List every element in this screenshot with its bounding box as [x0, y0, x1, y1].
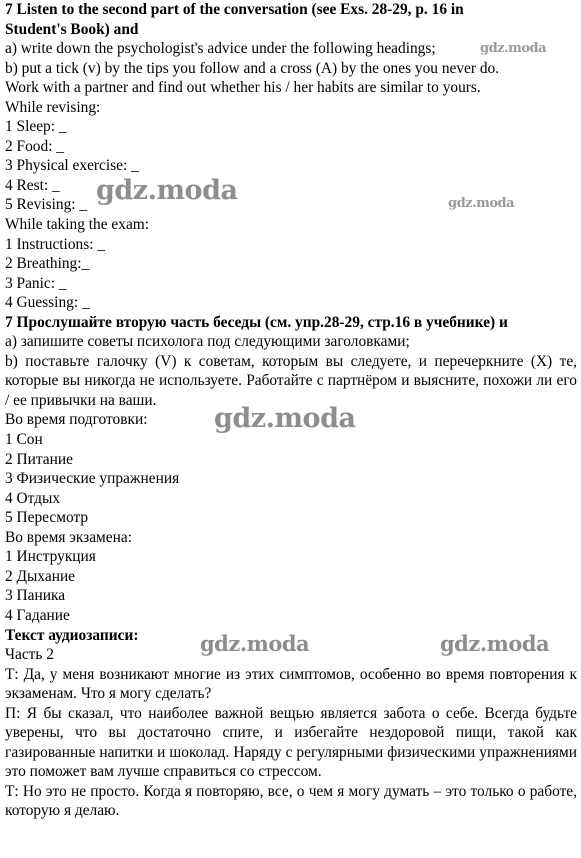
watermark: gdz.moda	[440, 631, 550, 656]
revising-item: 4 Rest: _	[5, 176, 60, 194]
transcript-paragraph-2: П: Я бы сказал, что наиболее важной вещью является забота о себе. Всегда будьте уверены, что вы достаточно спите, и избегайте нездоровой пищи, такой как газированные напитки и шоколад. Наряду с регулярными физическими упражнениями это поможет вам лучше справиться со стрессом.	[5, 704, 577, 781]
revising-item: 1 Sleep: _	[5, 118, 67, 136]
russian-revising-heading: Во время подготовки:	[5, 411, 148, 429]
watermark: gdz.moda	[200, 631, 310, 656]
english-task-c: Work with a partner and find out whether his / her habits are similar to yours.	[5, 79, 481, 97]
english-title-line1: 7 Listen to the second part of the conversation (see Exs. 28-29, p. 16 in	[5, 1, 464, 18]
transcript-heading: Текст аудиозаписи:	[5, 626, 139, 644]
watermark: gdz.moda	[448, 196, 515, 211]
russian-revising-item: 1 Сон	[5, 431, 43, 449]
english-title-line2: Student's Book) and	[5, 20, 139, 38]
english-task-a: a) write down the psychologist's advice under the following headings;	[5, 40, 436, 58]
russian-title: 7 Прослушайте вторую часть беседы (см. упр.28-29, стр.16 в учебнике) и	[5, 313, 508, 331]
watermark: gdz.moda	[480, 41, 547, 56]
russian-task-b: b) поставьте галочку (V) к советам, которым вы следуете, и перечеркните (X) те, которые вы никогда не используете. Работайте с партнёром и выясните, похожи ли его / ее привычки на ваши.	[5, 352, 577, 409]
transcript-paragraph-3: Т: Но это не просто. Когда я повторяю, все, о чем я могу думать – это только о работе, которую я делаю.	[5, 782, 577, 820]
watermark: gdz.moda	[96, 175, 238, 206]
russian-revising-item: 5 Пересмотр	[5, 509, 89, 527]
revising-item: 3 Physical exercise: _	[5, 157, 139, 175]
transcript-paragraph-1: Т: Да, у меня возникают многие из этих симптомов, особенно во время повторения к экзаменам. Что я могу сделать?	[5, 665, 577, 703]
exam-item: 3 Panic: _	[5, 274, 67, 292]
english-task-b: b) put a tick (v) by the tips you follow and a cross (A) by the ones you never do.	[5, 59, 500, 77]
revising-item: 5 Revising: _	[5, 196, 88, 214]
russian-task-a: а) запишите советы психолога под следующими заголовками;	[5, 333, 410, 351]
exam-item: 2 Breathing:_	[5, 255, 90, 273]
exam-item: 4 Guessing: _	[5, 294, 90, 312]
russian-revising-item: 2 Питание	[5, 450, 73, 468]
watermark: gdz.moda	[214, 403, 356, 434]
revising-item: 2 Food: _	[5, 137, 65, 155]
russian-exam-item: 4 Гадание	[5, 606, 70, 624]
russian-exam-item: 1 Инструкция	[5, 548, 96, 566]
russian-revising-item: 4 Отдых	[5, 489, 61, 507]
exam-item: 1 Instructions: _	[5, 235, 106, 253]
russian-exam-item: 2 Дыхание	[5, 567, 76, 585]
russian-revising-item: 3 Физические упражнения	[5, 470, 180, 488]
revising-heading: While revising:	[5, 98, 101, 116]
transcript-part: Часть 2	[5, 646, 54, 664]
russian-exam-item: 3 Паника	[5, 587, 66, 605]
russian-exam-heading: Во время экзамена:	[5, 528, 132, 546]
exam-heading: While taking the exam:	[5, 216, 150, 234]
